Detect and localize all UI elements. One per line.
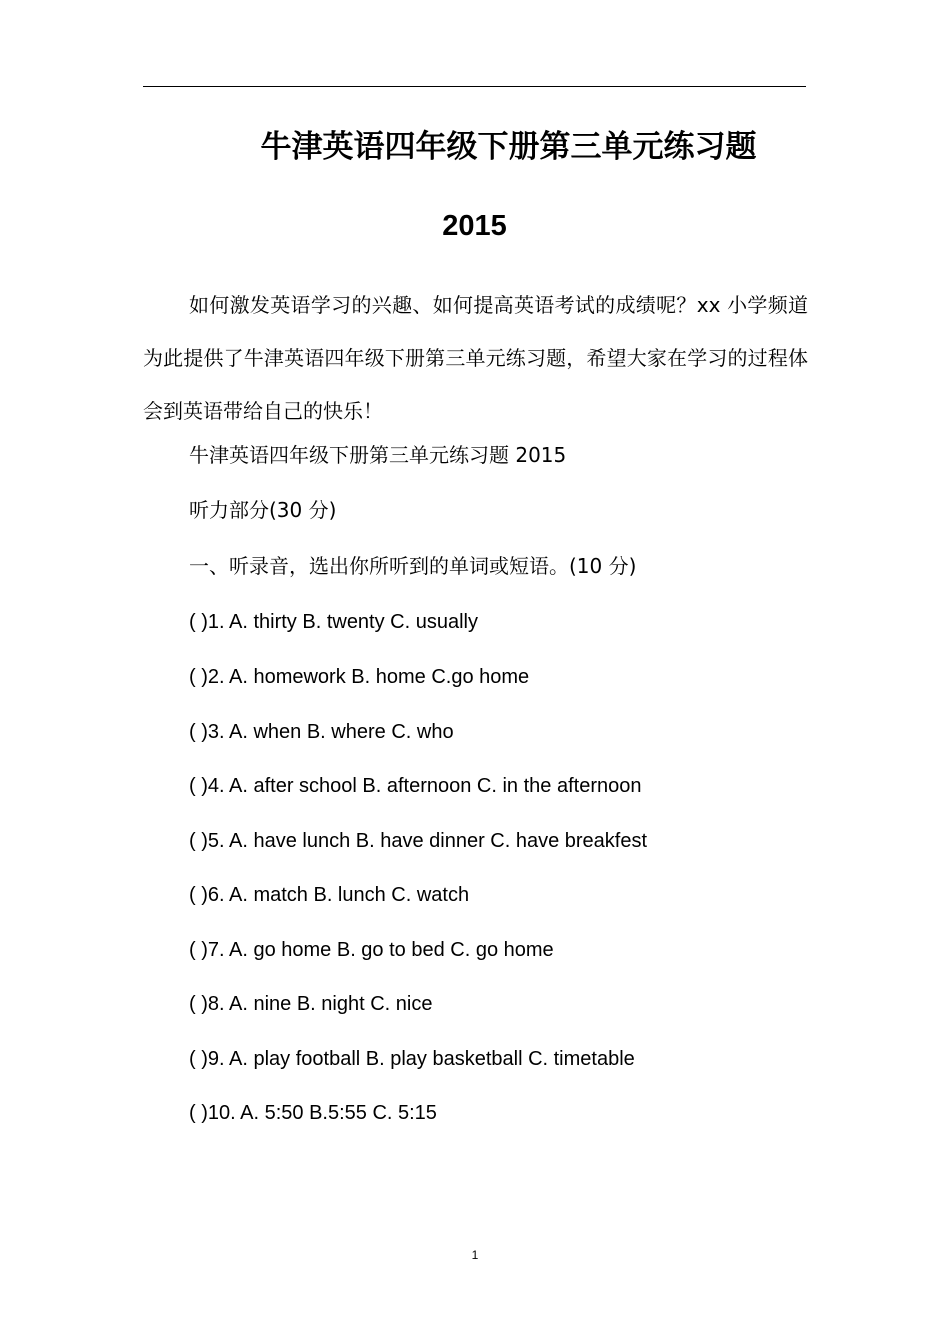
document-title-year: 2015 <box>442 210 507 242</box>
question-item: ( )1. A. thirty B. twenty C. usually <box>189 611 478 633</box>
question-item: ( )2. A. homework B. home C.go home <box>189 666 530 688</box>
question-item: ( )7. A. go home B. go to bed C. go home <box>189 939 554 961</box>
intro-paragraph: 如何激发英语学习的兴趣、如何提高英语考试的成绩呢？xx 小学频道为此提供了牛津英语四年级下册第三单元练习题，希望大家在学习的过程体会到英语带给自己的快乐！ <box>143 293 808 423</box>
section-heading: 听力部分(30 分) <box>189 498 337 522</box>
question-item: ( )9. A. play football B. play basketball C. timetable <box>189 1048 635 1070</box>
page-number: 1 <box>471 1248 479 1262</box>
question-item: ( )6. A. match B. lunch C. watch <box>189 884 470 906</box>
question-item: ( )8. A. nine B. night C. nice <box>189 993 433 1015</box>
header-rule <box>143 86 806 87</box>
document-title: 牛津英语四年级下册第三单元练习题 <box>260 129 757 165</box>
question-item: ( )3. A. when B. where C. who <box>189 721 454 743</box>
question-item: ( )10. A. 5:50 B.5:55 C. 5:15 <box>189 1102 437 1124</box>
subtitle: 牛津英语四年级下册第三单元练习题 2015 <box>189 443 567 467</box>
question-item: ( )5. A. have lunch B. have dinner C. have breakfest <box>189 830 648 852</box>
part1-heading: 一、听录音，选出你所听到的单词或短语。(10 分) <box>189 554 637 578</box>
question-item: ( )4. A. after school B. afternoon C. in the afternoon <box>189 775 642 797</box>
